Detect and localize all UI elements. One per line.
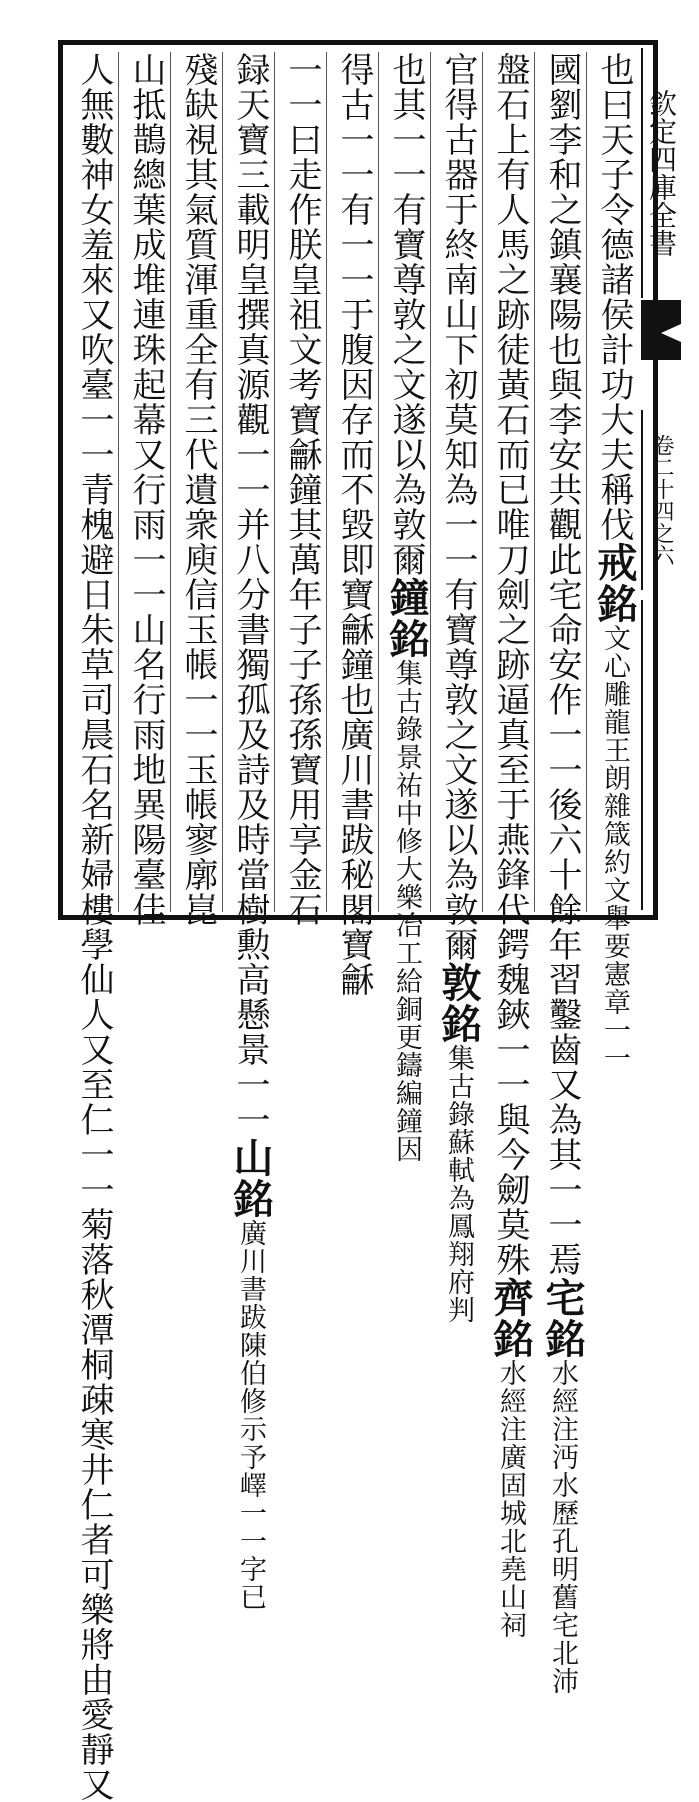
entry-heading: 戒銘 [591,542,638,624]
text-column [278,52,326,927]
book-title: 欽定四庫全書 [641,48,681,298]
column-rule [274,52,275,912]
text-column [122,52,170,927]
column-rule [586,52,587,912]
text-column [226,52,274,1611]
column-text: 録天寶三載明皇撰真源觀一一并八分書獨孤及詩及時當樹勲高懸景一一 [230,52,270,1137]
margin-strip [641,600,681,910]
entry-heading: 鐘銘 [383,577,430,659]
entry-heading: 山銘 [227,1137,274,1219]
column-rule [534,52,535,912]
column-rule [378,52,379,912]
text-column [538,52,586,1695]
column-text: 殘缺視其氣質渾重全有三代遺衆庾信玉帳一一玉帳寥廓崑 [178,52,218,927]
text-column [70,52,118,1802]
column-rule [222,52,223,912]
column-rule [482,52,483,912]
column-rule [430,52,431,912]
entry-note: 文心雕龍王朗雜箴約文舉要憲章一一 [599,624,630,1072]
column-text: 一一曰走作朕皇祖文考寶龢鐘其萬年子子孫孫寶用享金石 [282,52,322,927]
column-text: 也曰天子令德諸侯計功大夫稱伐 [594,52,634,542]
column-text: 盤石上有人馬之跡徒黃石而已唯刀劍之跡逼真至于燕鋒代鍔魏鋏一一與今劒莫殊 [490,52,530,1277]
column-text: 人無數神女羞來又吹臺一一青槐避日朱草司晨石名新婦樓學仙人又至仁一一菊落秋潭桐疎寒井仁者可樂將由愛靜又 [74,52,114,1802]
column-text: 得古一一有一一于腹因存而不毀即寶龢鐘也廣川書跋秘閣寶龢 [334,52,374,997]
text-column [330,52,378,997]
column-text: 山抵鵲總葉成堆連珠起幕又行雨一一山名行雨地異陽臺佳 [126,52,166,927]
entry-heading: 宅銘 [539,1277,586,1359]
entry-note: 集古錄蘇軾為鳳翔府判 [443,1044,474,1324]
column-text: 官得古器于終南山下初莫知為一一有寶尊敦之文遂以為敦爾 [438,52,478,962]
text-column [590,52,638,1072]
entry-note: 集古錄景祐中修大樂冶工給銅更鑄編鐘因 [391,659,422,1163]
entry-note: 廣川書跋陳伯修示予嶧一一字已 [235,1219,266,1611]
text-column [382,52,430,1163]
entry-note: 水經注沔水歷孔明舊宅北沛 [547,1359,578,1695]
column-rule [118,52,119,912]
text-block [66,52,638,1802]
column-rule [326,52,327,912]
entry-heading: 敦銘 [435,962,482,1044]
text-column [486,52,534,1639]
column-text: 也其一一有寶尊敦之文遂以為敦爾 [386,52,426,577]
column-text: 國劉李和之鎮襄陽也與李安共觀此宅命安作一一後六十餘年習鑿齒又為其一一焉 [542,52,582,1277]
column-rule [170,52,171,912]
text-column [434,52,482,1324]
text-column [174,52,222,927]
entry-note: 水經注廣固城北堯山祠 [495,1359,526,1639]
volume-label: 卷二十四之六 [641,410,681,590]
fishtail-mark-icon [641,300,681,360]
entry-heading: 齊銘 [487,1277,534,1359]
